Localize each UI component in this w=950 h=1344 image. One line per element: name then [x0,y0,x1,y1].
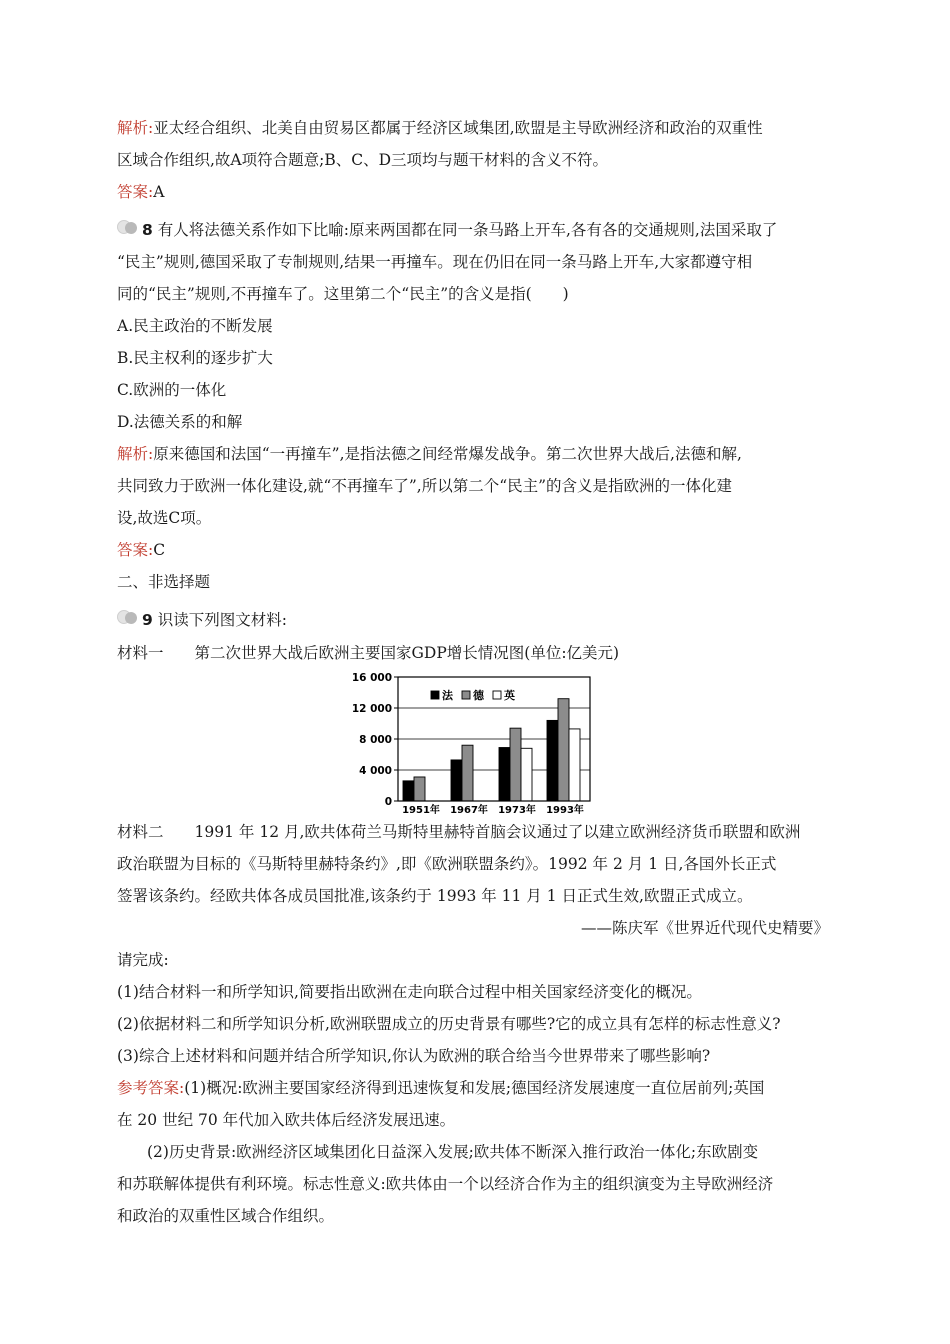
q9-material2-line2: 政治联盟为目标的《马斯特里赫特条约》,即《欧洲联盟条约》。1992 年 2 月 1 日,各国外长正式 [117,855,777,873]
q8-stem-text1: 有人将法德关系作如下比喻:原来两国都在同一条马路上开车,各有各的交通规则,法国采取了 [157,221,778,239]
q9-sub3: (3)综合上述材料和问题并结合所学知识,你认为欧洲的联合给当今世界带来了哪些影响? [117,1047,711,1065]
q8-answer-label: 答案: [117,541,154,559]
material1-label: 材料一 [117,644,164,662]
q8-analysis-line2: 共同致力于欧洲一体化建设,就“不再撞车了”,所以第二个“民主”的含义是指欧洲的一体化建 [117,477,733,495]
q9-ref2-line3: 和政治的双重性区域合作组织。 [117,1207,335,1225]
q8-option-c: C.欧洲的一体化 [117,381,227,399]
q9-ref2-line2: 和苏联解体提供有利环境。标志性意义:欧共体由一个以经济合作为主的组织演变为主导欧洲经济 [117,1175,774,1193]
chart-legend-swatch [462,691,470,699]
q7-answer-value: A [153,183,165,201]
q8-option-a: A.民主政治的不断发展 [117,317,273,335]
chart-y-ticks [352,672,398,808]
q8-option-b: B.民主权利的逐步扩大 [117,349,273,367]
chart-x-tick-label: 1973年 [498,805,536,816]
q9-prompt: 请完成: [117,951,169,969]
chart-x-tick-label: 1951年 [402,805,440,816]
q8-option-d: D.法德关系的和解 [117,413,243,431]
q9-stem-text: 识读下列图文材料: [157,611,287,629]
q8-stem-line1 [142,220,777,240]
q9-sub2: (2)依据材料二和所学知识分析,欧洲联盟成立的历史背景有哪些?它的成立具有怎样的标志性意义? [117,1015,781,1033]
chart-x-tick-label: 1993年 [546,805,584,816]
q7-answer [117,182,164,202]
q8-answer [117,540,165,560]
chart-y-tick-label: 0 [384,796,392,808]
chart-legend-label: 德 [473,689,484,702]
reference-answer-label: 参考答案: [117,1079,185,1097]
chart-bar [558,699,569,801]
chart-legend-swatch [493,691,501,699]
chart-bars [403,699,580,801]
q9-number: 9 [142,611,153,629]
material1-title: 第二次世界大战后欧洲主要国家GDP增长情况图(单位:亿美元) [194,644,620,662]
q9-ref2-line1: (2)历史背景:欧洲经济区域集团化日益深入发展;欧共体不断深入推行政治一体化;东欧剧变 [147,1143,759,1161]
chart-bar [499,748,510,801]
material2-text1: 1991 年 12 月,欧共体荷兰马斯特里赫特首脑会议通过了以建立欧洲经济货币联盟和欧洲 [194,823,801,841]
q8-analysis-line1 [117,444,742,464]
q7-analysis-line1 [117,118,763,138]
gdp-bar-chart [351,670,600,818]
chart-bar [451,760,462,801]
q8-answer-value: C [153,541,166,559]
chart-y-tick-label: 12 000 [351,703,392,715]
q7-analysis-label: 解析: [117,119,154,137]
chart-x-ticks [402,803,584,816]
q9-sub1: (1)结合材料一和所学知识,简要指出欧洲在走向联合过程中相关国家经济变化的概况。 [117,983,702,1001]
q9-material1 [117,643,619,663]
q8-stem-line2: “民主”规则,德国采取了专制规则,结果一再撞车。现在仍旧在同一条马路上开车,大家都遵守相 [117,253,753,271]
chart-y-tick-label: 8 000 [359,734,392,746]
question-bubble-icon [117,219,139,235]
chart-x-tick-label: 1967年 [450,805,488,816]
section-title: 二、非选择题 [117,573,211,591]
q9-material2-line1 [117,822,800,842]
q8-analysis-line3: 设,故选C项。 [117,509,212,527]
q7-answer-label: 答案: [117,183,154,201]
q7-analysis-text1: 亚太经合组织、北美自由贸易区都属于经济区域集团,欧盟是主导欧洲经济和政治的双重性 [153,119,763,137]
material2-label: 材料二 [117,823,164,841]
q9-ref1-line1 [117,1078,764,1098]
q9-ref1-line2: 在 20 世纪 70 年代加入欧共体后经济发展迅速。 [117,1111,456,1129]
chart-bar [510,728,521,801]
chart-legend [431,688,515,702]
chart-legend-swatch [431,691,439,699]
question-bubble-icon [117,609,139,625]
q8-number: 8 [142,221,153,239]
chart-legend-label: 法 [442,689,453,702]
q8-stem-line3: 同的“民主”规则,不再撞车了。这里第二个“民主”的含义是指( ) [117,285,569,303]
chart-bar [521,748,532,801]
chart-y-tick-label: 16 000 [351,672,392,684]
chart-y-tick-label: 4 000 [359,765,392,777]
q7-analysis-line2: 区域合作组织,故A项符合题意;B、C、D三项均与题干材料的含义不符。 [117,151,609,169]
chart-bar [547,720,558,801]
chart-bar [569,729,580,801]
ref1-text1: (1)概况:欧洲主要国家经济得到迅速恢复和发展;德国经济发展速度一直位居前列;英国 [184,1079,765,1097]
q9-material2-line3: 签署该条约。经欧共体各成员国批准,该条约于 1993 年 11 月 1 日正式生效,欧盟正式成立。 [117,887,753,905]
q8-analysis-text1: 原来德国和法国“一再撞车”,是指法德之间经常爆发战争。第二次世界大战后,法德和解, [153,445,742,463]
q8-analysis-label: 解析: [117,445,154,463]
q9-stem [142,610,287,630]
chart-bar [414,777,425,801]
chart-bar [403,781,414,801]
chart-bar [462,745,473,801]
q9-source: ——陈庆军《世界近代现代史精要》 [580,919,829,937]
chart-legend-label: 英 [504,689,515,702]
